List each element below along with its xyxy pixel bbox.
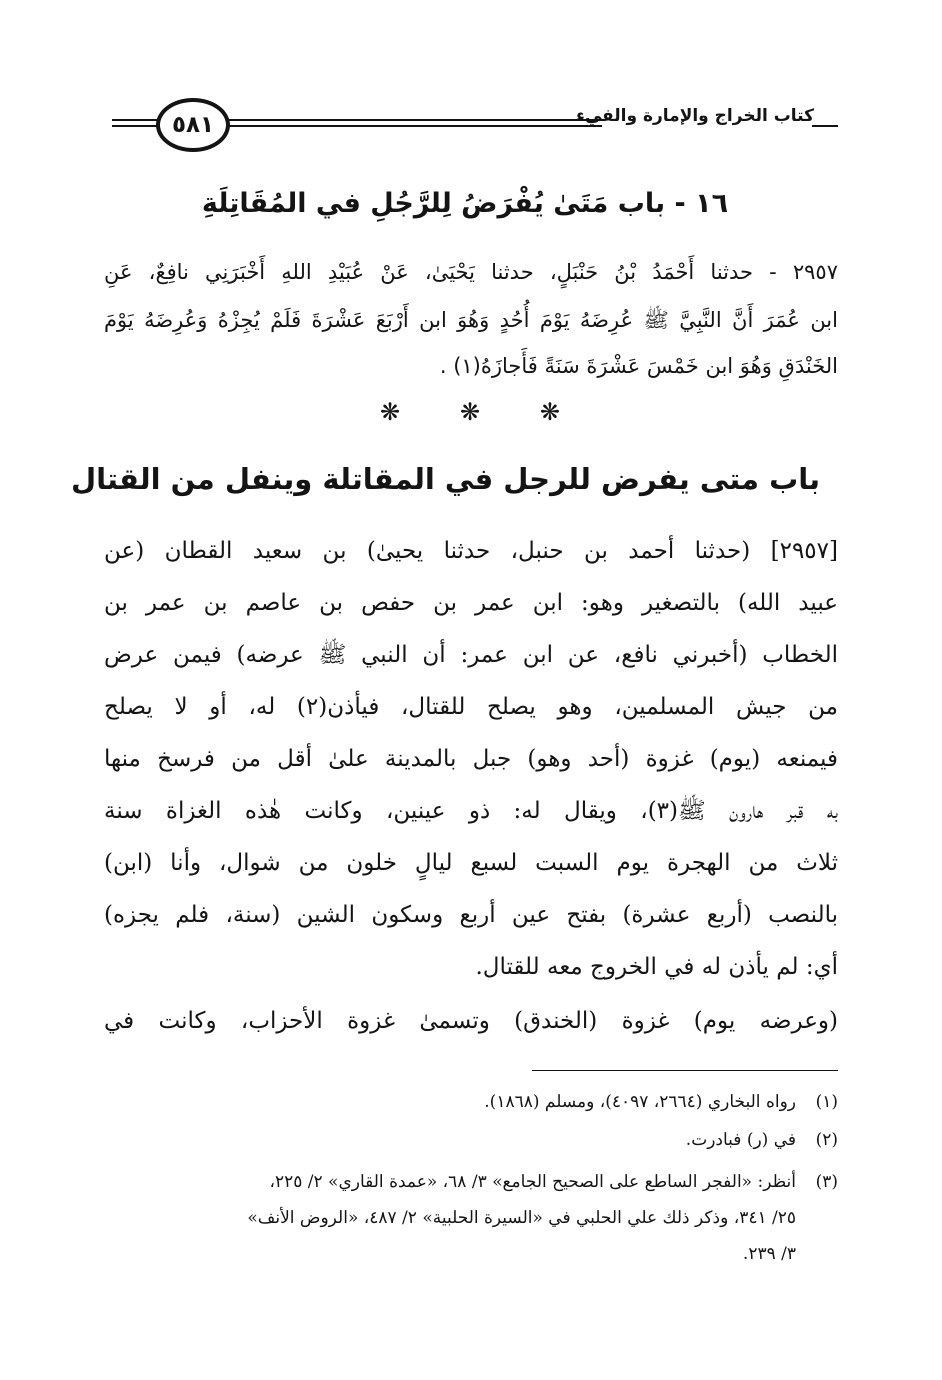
footnote [104,1130,838,1150]
footnote-number: (٢) [815,1130,838,1150]
footnote-text: أنظر: «الفجر الساطع على الصحيح الجامع» ٣/ ٦٨، «عمدة القاري» ٢/ ٢٢٥، [269,1172,796,1192]
footnote-number: (١) [815,1092,838,1112]
footnote-text: ٣/ ٢٣٩. [742,1244,796,1264]
page-number: ٥٨١ [156,98,230,152]
header-rule [812,125,838,127]
footnote-text: في (ر) فبادرت. [685,1130,796,1150]
hadith-line: ٢٩٥٧ - حدثنا أَحْمَدُ بْنُ حَنْبَلٍ، حدثنا يَحْيَىٰ، عَنْ عُبَيْدِ اللهِ أَخْبَرَنِي نافِعٌ، عَنِ [104,260,838,284]
hadith-line: ابن عُمَرَ أَنَّ النَّبِيَّ ﷺ عُرِضَهُ يَوْمَ أُحُدٍ وَهُوَ ابن أَرْبَعَ عَشْرَةَ فَلَمْ يُجِزْهُ وَعُرِضَهُ يَوْمَ [104,308,838,332]
commentary-line: الخطاب (أخبرني نافع، عن ابن عمر: أن النبي ﷺ عرضه) فيمن عرض [104,642,838,668]
star-ornament: ❋ [539,398,560,426]
header-rule [222,119,602,121]
star-ornament: ❋ [380,398,401,426]
chapter-title: ١٦ - باب مَتَىٰ يُفْرَضُ لِلرَّجُلِ في المُقَاتِلَةِ [201,188,729,219]
footnote [104,1172,838,1192]
page-header [112,88,838,168]
footnote [104,1092,838,1112]
star-ornament: ❋ [459,398,481,426]
header-rule [222,125,602,127]
separator-stars [380,398,560,426]
commentary-line: من جيش المسلمين، وهو يصلح للقتال، فيأذن(٢) له، أو لا يصلح [104,694,838,720]
hadith-line: الخَنْدَقِ وَهُوَ ابن خَمْسَ عَشْرَةَ سَنَةً فَأَجازَهُ(١) . [439,354,838,378]
footnote-text: ٢٥/ ٣٤١، وذكر ذلك علي الحلبي في «السيرة الحلبية» ٢/ ٤٨٧، «الروض الأنف» [247,1208,796,1228]
commentary-line: (وعرضه يوم) غزوة (الخندق) وتسمىٰ غزوة الأحزاب، وكانت في [104,1008,838,1034]
commentary-line: أي: لم يأذن له في الخروج معه للقتال. [475,954,838,980]
commentary-line: [٢٩٥٧] (حدثنا أحمد بن حنبل، حدثنا يحيىٰ) بن سعيد القطان (عن [104,538,838,564]
commentary-line: عبيد الله) بالتصغير وهو: ابن عمر بن حفص بن عاصم بن عمر بن [104,590,838,616]
footnote-text: رواه البخاري (٢٦٦٤، ٤٠٩٧)، ومسلم (١٨٦٨). [484,1092,796,1112]
footnote [104,1208,838,1228]
footnote [104,1244,838,1264]
footnote-divider [532,1070,838,1071]
commentary-line: فيمنعه (يوم) غزوة (أحد وهو) جبل بالمدينة علىٰ أقل من فرسخ منها [104,746,838,772]
running-title: كتاب الخراج والإمارة والفيء [576,106,814,126]
section-title: باب متى يفرض للرجل في المقاتلة وينفل من القتال [70,462,820,496]
commentary-line: به قبر هارون ﷺ(٣)، ويقال له: ذو عينين، وكانت هٰذه الغزاة سنة [104,798,838,824]
commentary-line: بالنصب (أربع عشرة) بفتح عين أربع وسكون الشين (سنة، فلم يجزه) [104,902,838,928]
commentary-line: ثلاث من الهجرة يوم السبت لسبع ليالٍ خلون من شوال، وأنا (ابن) [104,850,838,876]
footnote-number: (٣) [815,1172,838,1192]
